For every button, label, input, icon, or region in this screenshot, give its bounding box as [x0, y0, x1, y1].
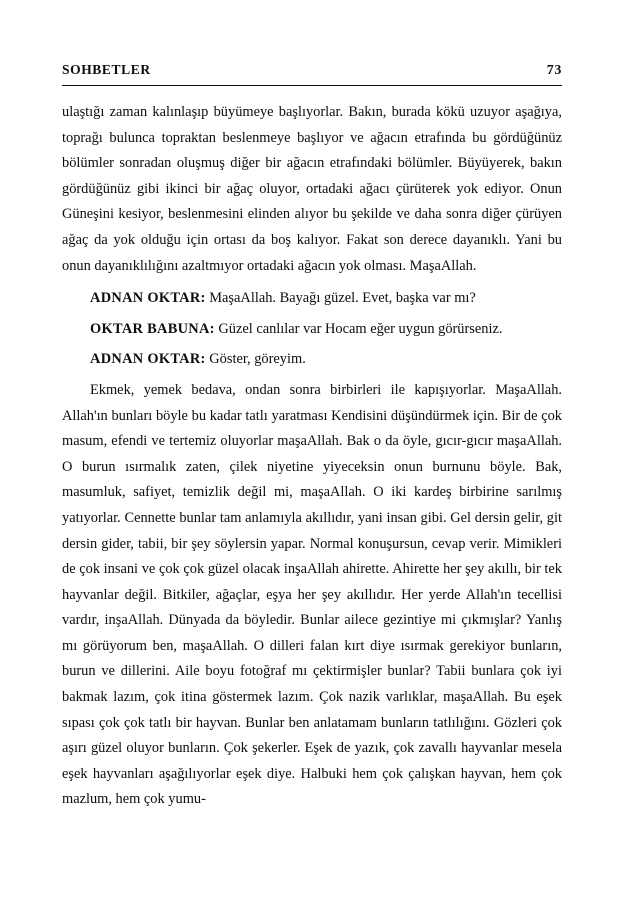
dialogue-line — [62, 347, 562, 373]
header-title: SOHBETLER — [62, 62, 151, 77]
dialogue-line — [62, 286, 562, 312]
header-rule — [62, 85, 562, 86]
speaker-text: MaşaAllah. Bayağı güzel. Evet, başka var mı? — [205, 290, 476, 307]
page-header — [62, 62, 562, 85]
dialogue-line — [62, 317, 562, 343]
header-page-number: 73 — [546, 63, 562, 78]
speaker-text: Göster, göreyim. — [205, 351, 306, 368]
page-content — [62, 62, 562, 813]
paragraph-main: Ekmek, yemek bedava, ondan sonra birbirleri ile kapışıyorlar. MaşaAllah. Allah'ın bunları böyle bu kadar tatlı yaratması Kendisini düşündürmek için. Bir de çok masum, efendi ve tertemiz oluyorlar maşaAllah. Bak o da öyle, gıcır-gıcır maşaAllah. O burun ısırmalık zaten, çilek niyetine yiyeceksin onun burnunu böyle. Bak, masumluk, safiyet, temizlik değil mi, maşaAllah. O iki kardeş birbirine sarılmış yatıyorlar. Cennette bunlar tam anlamıyla akıllıdır, yani insan gibi. Gel dersin gelir, git dersin gider, tabii, bir şey söylersin yapar. Normal konuşursun, cevap verir. Mimikleri de çok insani ve çok çok güzel olacak inşaAllah ahirette. Ahirette her şey akıllı, bir tek hayvanlar değil. Bitkiler, ağaçlar, eşya her şey akıllıdır. Her yerde Allah'ın tecellisi vardır, inşaAllah. Dünyada da böyledir. Bunlar ailece gezintiye mi çıkmışlar? Yanlış mı görüyorum ben, maşaAllah. O dilleri falan kırt diye ısırmak gerekiyor bunların, burun ve dillerini. Aile boyu fotoğraf mı çektirmişler bunlar? Tabii bunlara çok iyi bakmak lazım, çok itina göstermek lazım. Çok nazik varlıklar, maşaAllah. Bu eşek sıpası çok çok tatlı bir hayvan. Bunlar ben anlatamam bunların tatlılığını. Gözleri çok aşırı güzel oluyor bunların. Çok şekerler. Eşek de yazık, çok zavallı hayvanlar mesela eşek hayvanları aşağılıyorlar eşek diye. Halbuki hem çok çalışkan hayvan, hem çok mazlum, hem çok yumu- — [62, 381, 562, 808]
speaker-name: OKTAR BABUNA: — [90, 320, 215, 337]
paragraph-intro: ulaştığı zaman kalınlaşıp büyümeye başlıyorlar. Bakın, burada kökü uzuyor aşağıya, toprağı bulunca topraktan beslenmeye başlıyor ve ağacın etrafında bu gördüğünüz bölümler sonradan oluşmuş diğer bir ağacın etrafındaki bölümler. Büyüyerek, bakın gördüğünüz gibi ikinci bir ağaç oluyor, ortadaki ağacı çürüterek yok ediyor. Onun Güneşini kesiyor, beslenmesini elinden alıyor bu şekilde ve daha sonra diğer çürüyen ağaç da yok olduğu için ortası da boş kalıyor. Fakat son derece dayanıklı. Yani bu onun dayanıklılığını azaltmıyor ortadaki ağacın yok olması. MaşaAllah. — [62, 104, 562, 274]
spacer — [62, 279, 562, 286]
speaker-name: ADNAN OKTAR: — [90, 290, 206, 307]
speaker-name: ADNAN OKTAR: — [90, 351, 206, 368]
speaker-text: Güzel canlılar var Hocam eğer uygun görürseniz. — [214, 320, 503, 337]
